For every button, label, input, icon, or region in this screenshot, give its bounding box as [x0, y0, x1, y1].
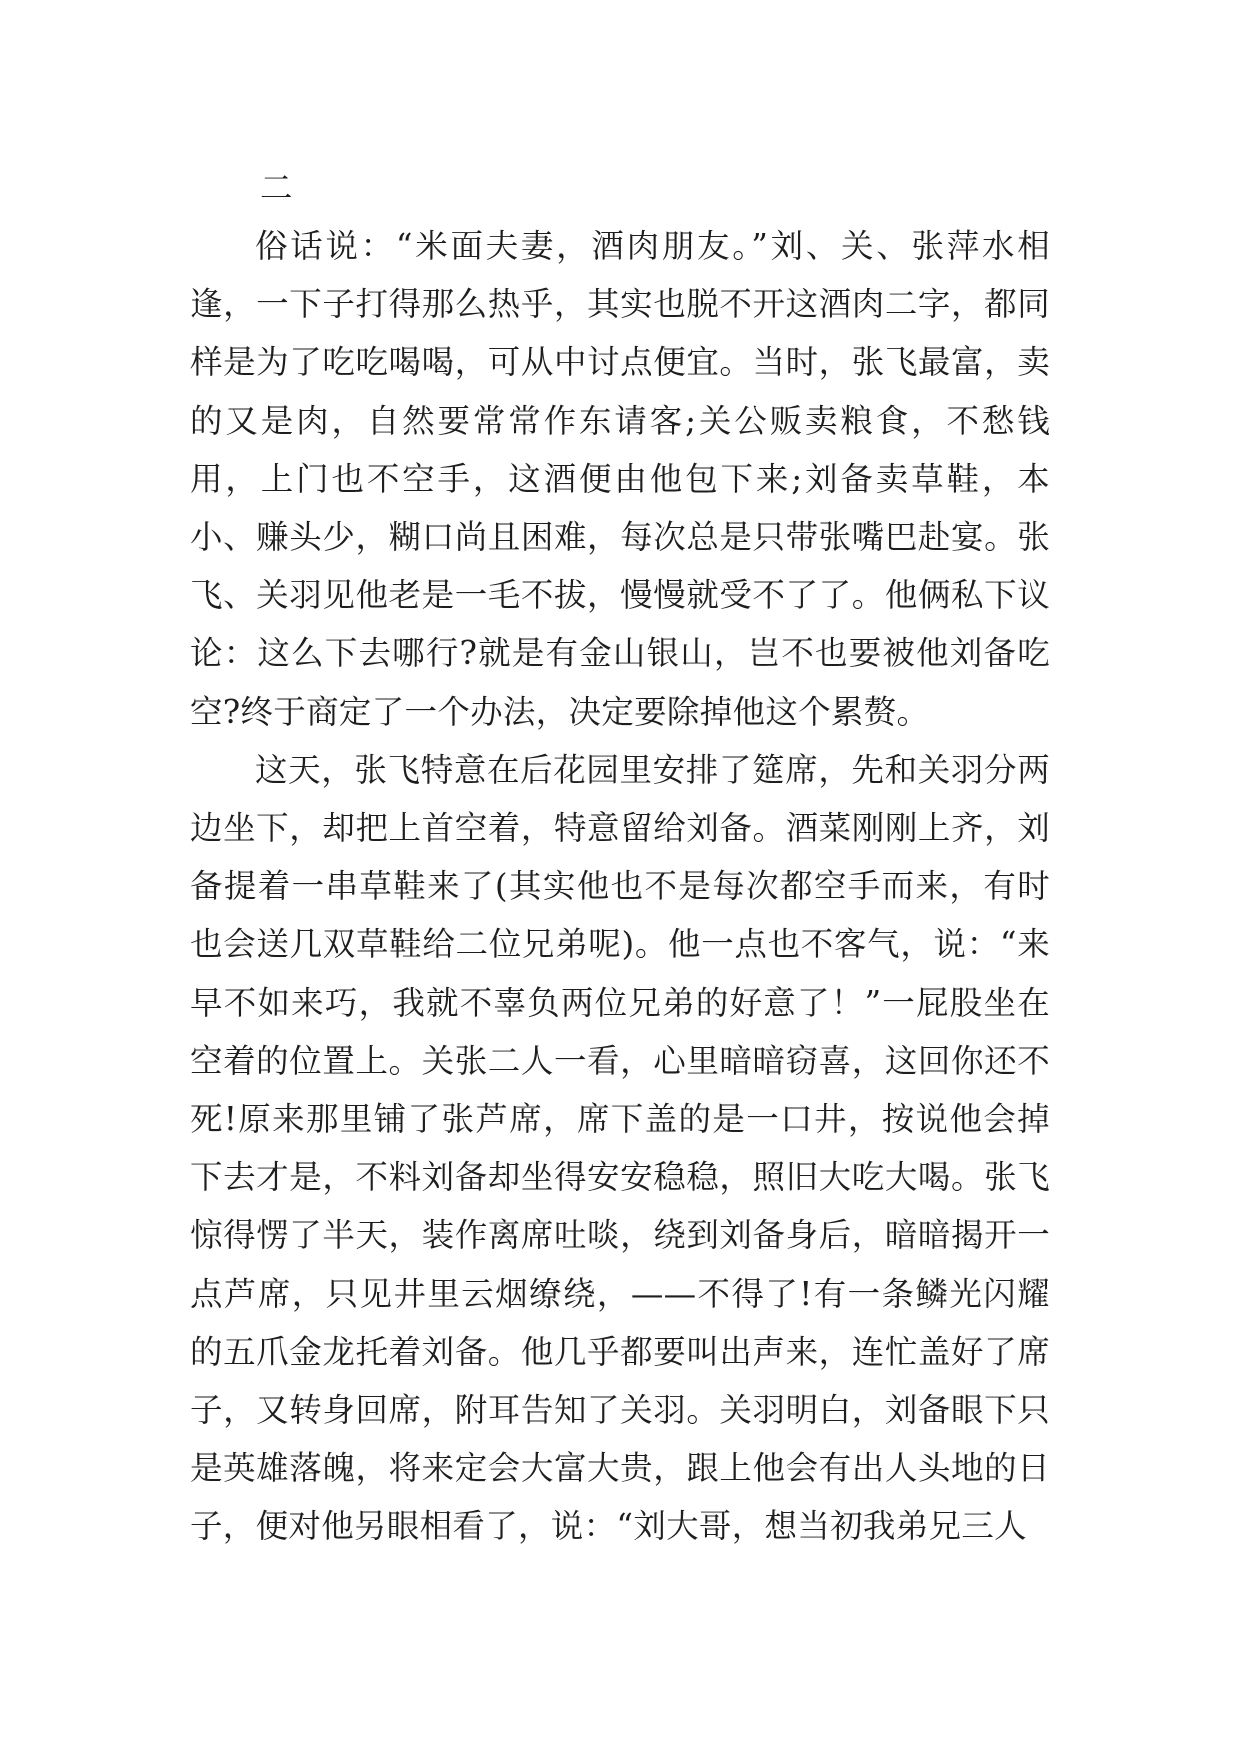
section-heading: 二 — [260, 169, 293, 207]
paragraph-2: 这天，张飞特意在后花园里安排了筵席，先和关羽分两边坐下，却把上首空着，特意留给刘备。酒菜刚刚上齐，刘备提着一串草鞋来了(其实他也不是每次都空手而来，有时也会送几双草鞋给二位兄弟呢)。他一点也不客气，说：“来早不如来巧，我就不辜负两位兄弟的好意了！”一屁股坐在空着的位置上。关张二人一看，心里暗暗窃喜，这回你还不死!原来那里铺了张芦席，席下盖的是一口井，按说他会掉下去才是，不料刘备却坐得安安稳稳，照旧大吃大喝。张飞惊得愣了半天，装作离席吐啖，绕到刘备身后，暗暗揭开一点芦席，只见井里云烟缭绕，——不得了!有一条鳞光闪耀的五爪金龙托着刘备。他几乎都要叫出声来，连忙盖好了席子，又转身回席，附耳告知了关羽。关羽明白，刘备眼下只是英雄落魄，将来定会大富大贵，跟上他会有出人头地的日子，便对他另眼相看了，说：“刘大哥，想当初我弟兄三人 — [190, 750, 1050, 1546]
paragraph-1: 俗话说：“米面夫妻，酒肉朋友。”刘、关、张萍水相逢，一下子打得那么热乎，其实也脱不开这酒肉二字，都同样是为了吃吃喝喝，可从中讨点便宜。当时，张飞最富，卖的又是肉，自然要常常作东请客;关公贩卖粮食，不愁钱用，上门也不空手，这酒便由他包下来;刘备卖草鞋，本小、赚头少，糊口尚且困难，每次总是只带张嘴巴赴宴。张飞、关羽见他老是一毛不拔，慢慢就受不了了。他俩私下议论：这么下去哪行?就是有金山银山，岂不也要被他刘备吃空?终于商定了一个办法，决定要除掉他这个累赘。 — [190, 227, 1050, 731]
text-body — [190, 160, 1050, 1556]
